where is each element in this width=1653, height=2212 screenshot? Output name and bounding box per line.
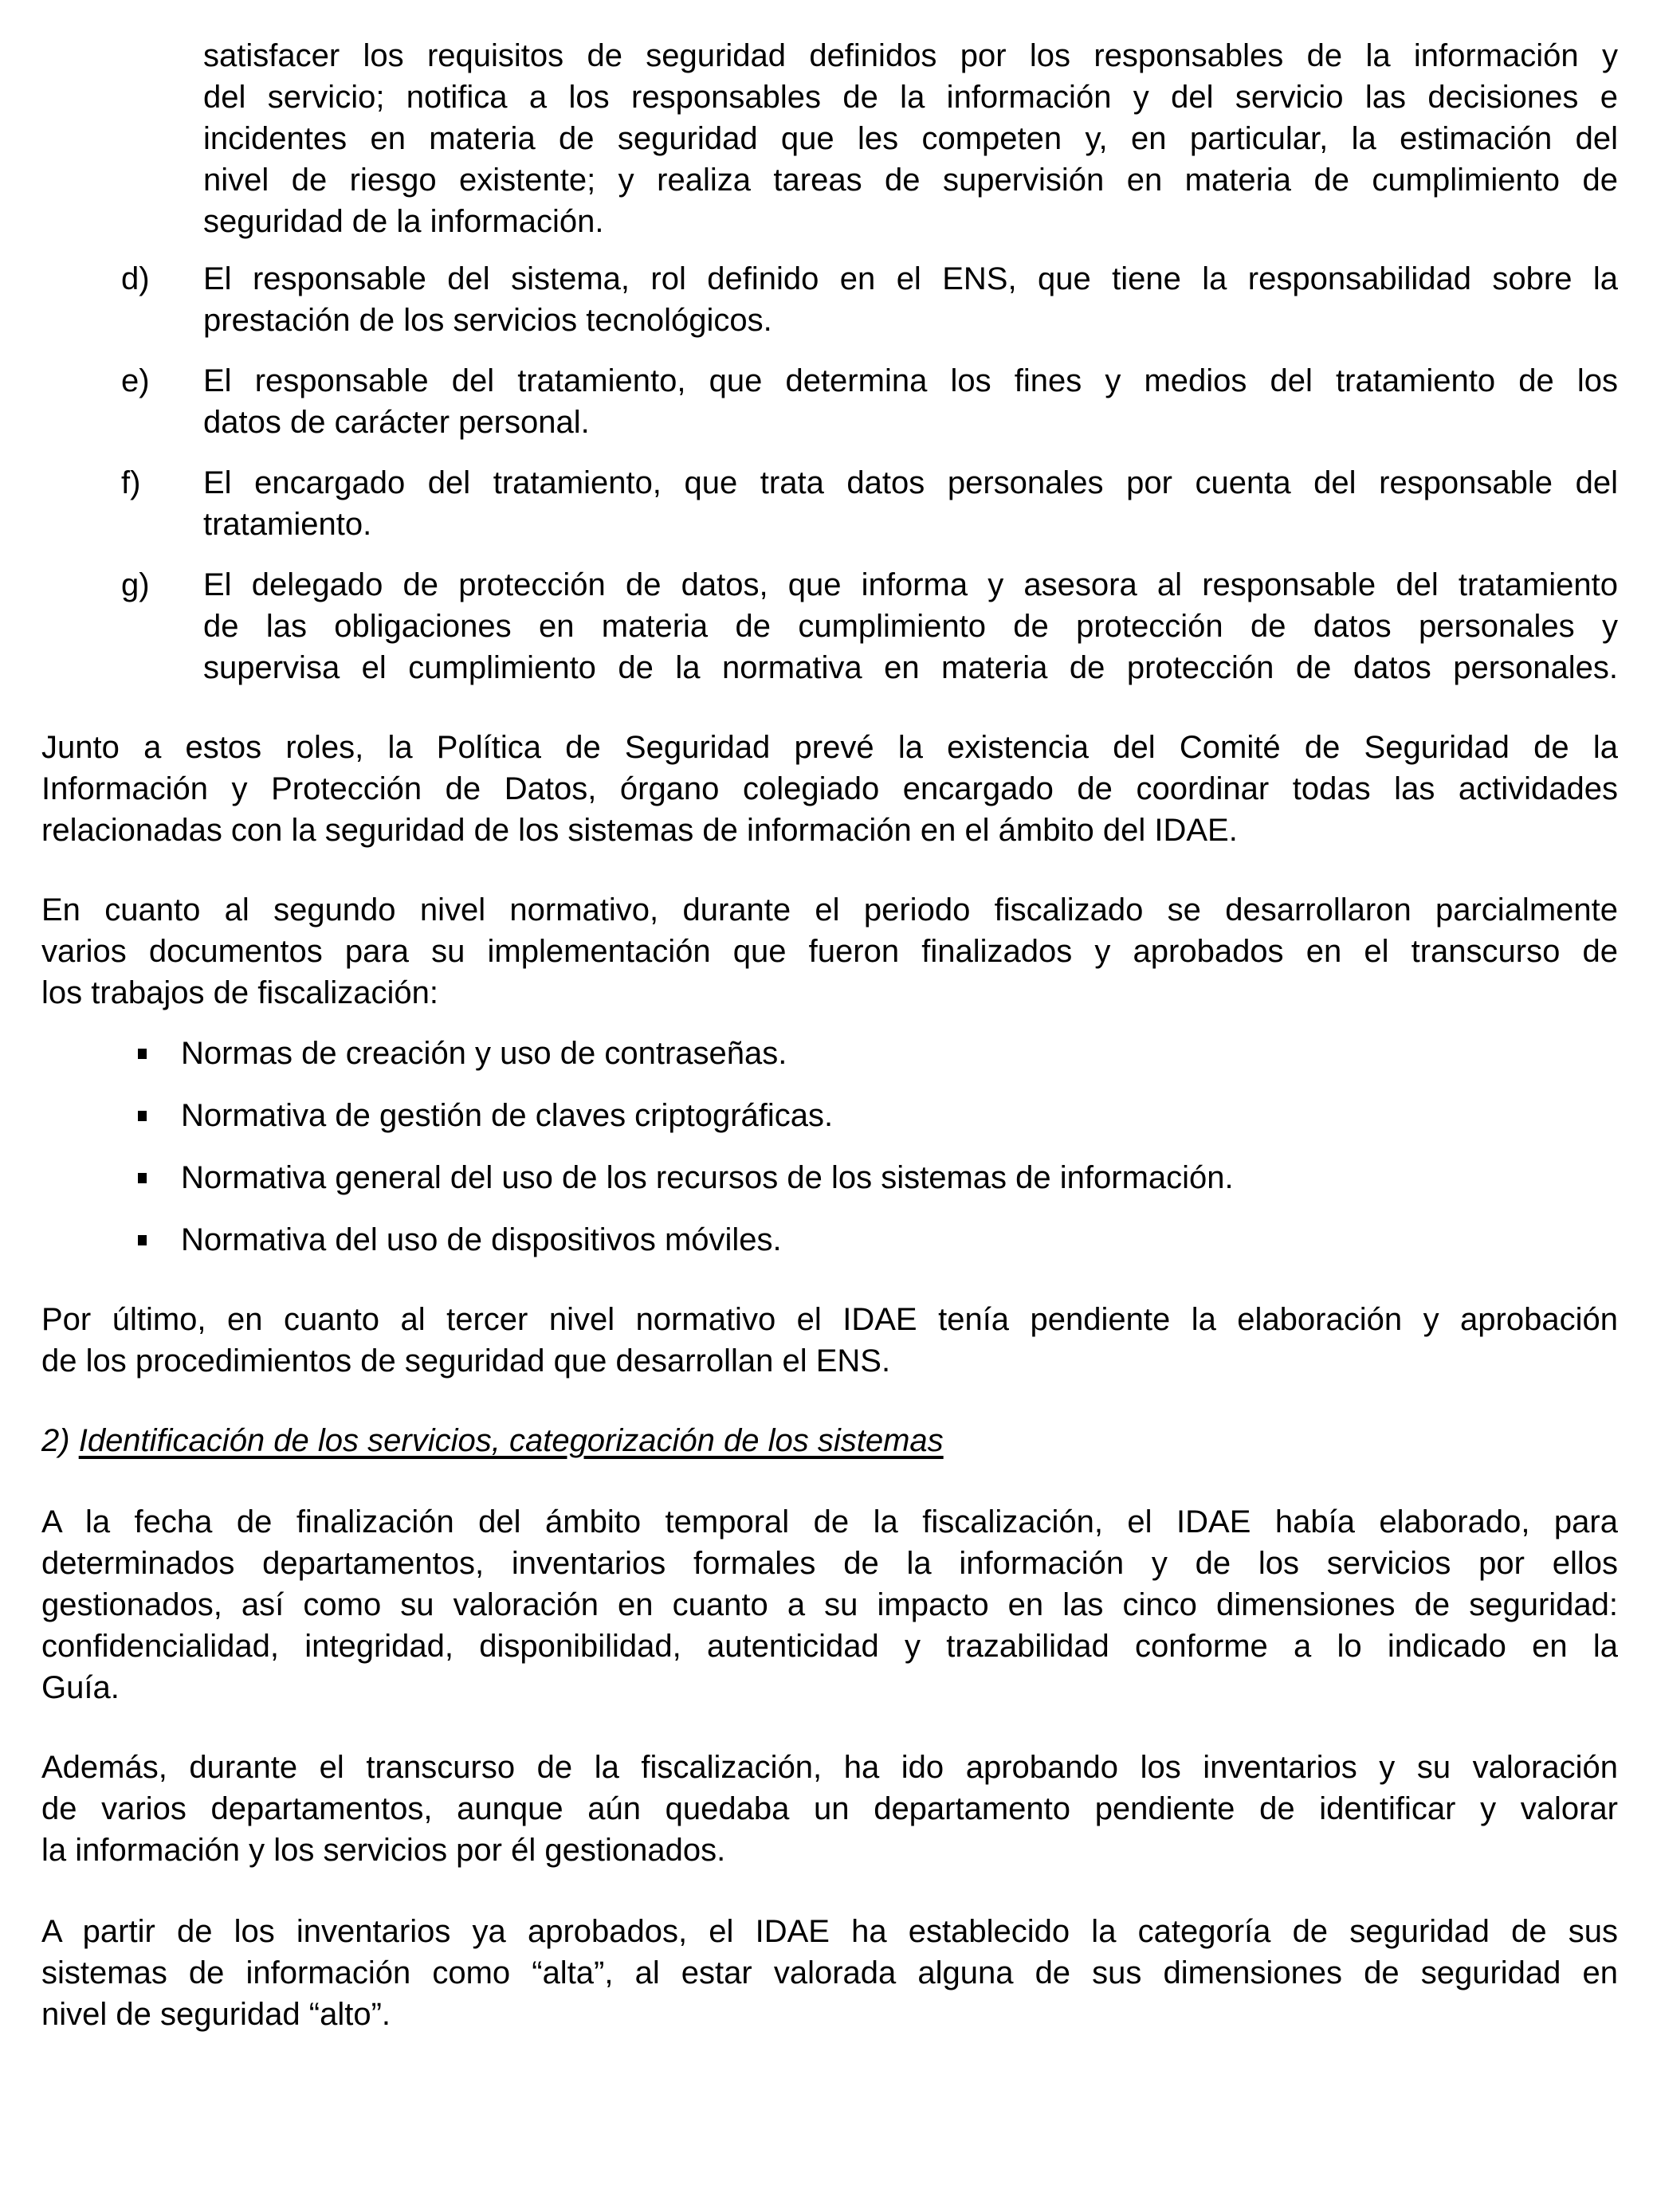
text-line: Información y Protección de Datos, órgano colegiado encargado de coordinar todas las actividades [41,771,1618,806]
text-line: de varios departamentos, aunque aún quedaba un departamento pendiente de identificar y valorar [41,1791,1618,1826]
text-line: gestionados, así como su valoración en cuanto a su impacto en las cinco dimensiones de seguridad: [41,1587,1618,1622]
text-line: de los procedimientos de seguridad que desarrollan el ENS. [41,1343,891,1379]
text-line: El responsable del sistema, rol definido en el ENS, que tiene la responsabilidad sobre la [203,261,1618,296]
text-line: Además, durante el transcurso de la fiscalización, ha ido aprobando los inventarios y su valoración [41,1750,1618,1785]
text-line: supervisa el cumplimiento de la normativa en materia de protección de datos personales. [203,650,1618,685]
text-line: A la fecha de finalización del ámbito temporal de la fiscalización, el IDAE había elaborado, para [41,1504,1618,1539]
text-line: relacionadas con la seguridad de los sistemas de información en el ámbito del IDAE. [41,813,1238,848]
text-line: determinados departamentos, inventarios formales de la información y de los servicios por ellos [41,1546,1618,1581]
bullet-text: Normativa general del uso de los recursos de los sistemas de información. [181,1160,1234,1195]
section-number: 2) [41,1423,70,1458]
text-line: Guía. [41,1670,120,1705]
section-heading [41,1420,944,1461]
text-line: Junto a estos roles, la Política de Seguridad prevé la existencia del Comité de Seguridad de la [41,730,1618,765]
text-line: seguridad de la información. [203,204,604,239]
list-marker: f) [121,465,141,500]
text-line: datos de carácter personal. [203,405,590,440]
text-line: del servicio; notifica a los responsables de la información y del servicio las decisiones e [203,80,1618,115]
square-bullet-icon [138,1235,147,1245]
text-line: En cuanto al segundo nivel normativo, durante el periodo fiscalizado se desarrollaron parcialmente [41,892,1618,928]
bullet-text: Normativa de gestión de claves criptográficas. [181,1098,834,1133]
list-marker: e) [121,363,150,398]
list-marker: d) [121,261,150,296]
square-bullet-icon [138,1049,147,1059]
text-line: A partir de los inventarios ya aprobados, el IDAE ha establecido la categoría de seguridad de sus [41,1914,1618,1949]
text-line: satisfacer los requisitos de seguridad definidos por los responsables de la información y [203,38,1618,73]
text-line: sistemas de información como “alta”, al estar valorada alguna de sus dimensiones de seguridad en [41,1955,1618,1990]
text-line: nivel de riesgo existente; y realiza tareas de supervisión en materia de cumplimiento de [203,163,1618,198]
bullet-text: Normas de creación y uso de contraseñas. [181,1036,787,1071]
text-line: los trabajos de fiscalización: [41,975,439,1010]
text-line: El encargado del tratamiento, que trata datos personales por cuenta del responsable del [203,465,1618,500]
text-line: El responsable del tratamiento, que determina los fines y medios del tratamiento de los [203,363,1618,398]
text-line: Por último, en cuanto al tercer nivel normativo el IDAE tenía pendiente la elaboración y aprobación [41,1302,1618,1337]
bullet-text: Normativa del uso de dispositivos móviles. [181,1222,782,1257]
text-line: tratamiento. [203,507,372,542]
text-line: incidentes en materia de seguridad que les competen y, en particular, la estimación del [203,121,1618,156]
list-marker: g) [121,567,150,602]
square-bullet-icon [138,1111,147,1121]
text-line: El delegado de protección de datos, que informa y asesora al responsable del tratamiento [203,567,1618,602]
text-line: la información y los servicios por él gestionados. [41,1833,726,1868]
section-title: Identificación de los servicios, categorización de los sistemas [78,1423,944,1458]
text-line: varios documentos para su implementación que fueron finalizados y aprobados en el transcurso de [41,934,1618,969]
square-bullet-icon [138,1173,147,1183]
text-line: confidencialidad, integridad, disponibilidad, autenticidad y trazabilidad conforme a lo indicado en la [41,1629,1618,1664]
text-line: prestación de los servicios tecnológicos. [203,303,772,338]
text-line: de las obligaciones en materia de cumplimiento de protección de datos personales y [203,609,1618,644]
text-line: nivel de seguridad “alto”. [41,1997,391,2032]
